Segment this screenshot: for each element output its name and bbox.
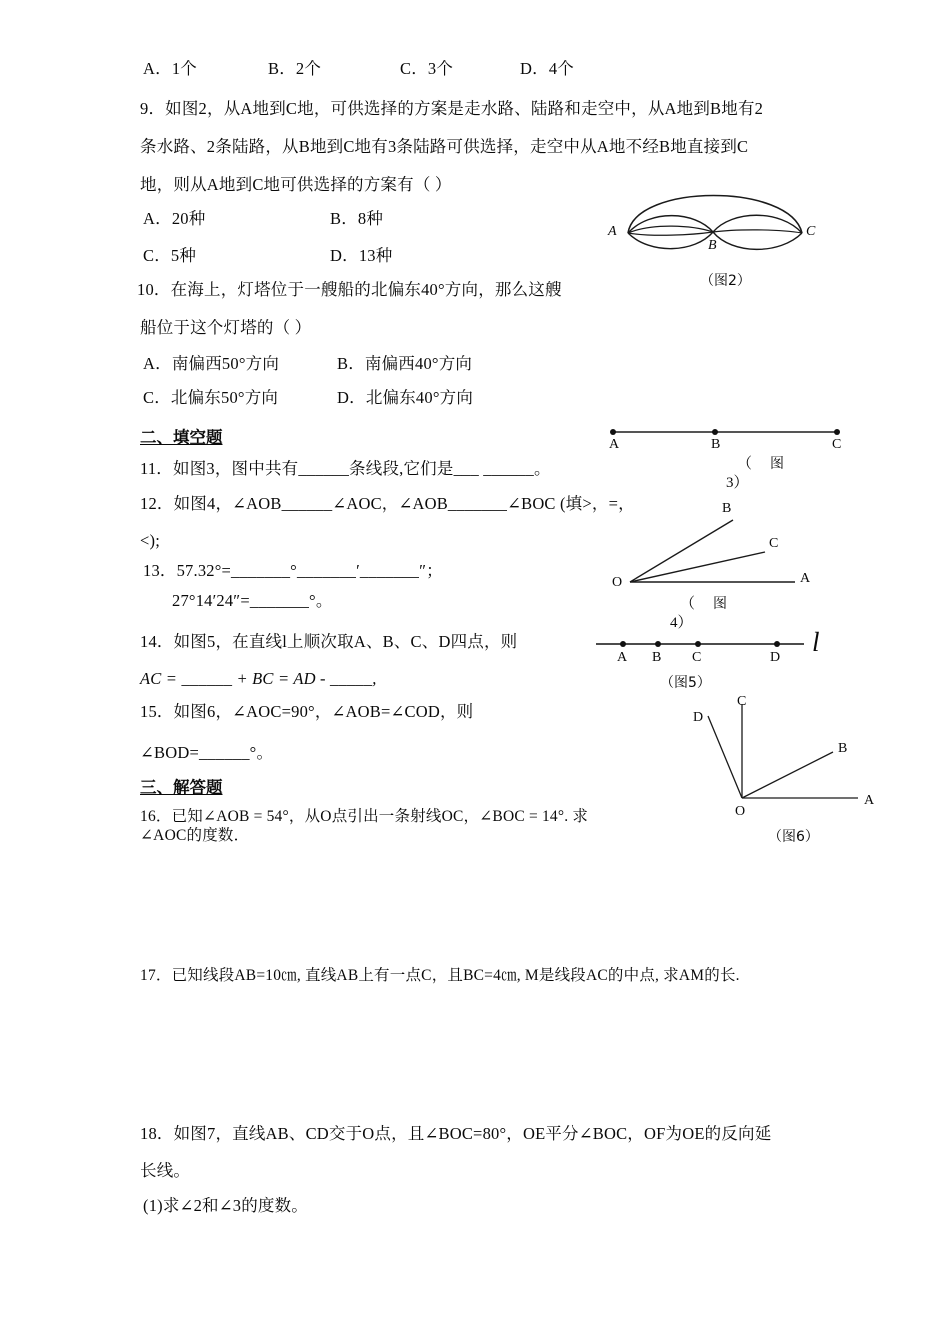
figure-4-caption-num: 4 bbox=[670, 615, 678, 631]
figure-6-caption bbox=[768, 826, 819, 846]
section-3-title: 三、解答题 bbox=[140, 778, 223, 797]
q17-text: 17．已知线段AB=10㎝, 直线AB上有一点C，且BC=4㎝, M是线段AC的中点, 求AM的长. bbox=[140, 967, 740, 984]
q8-option-d: D．4个 bbox=[520, 59, 574, 78]
figure-6-label-B: B bbox=[838, 741, 848, 756]
q9-option-a: A．20种 bbox=[143, 209, 206, 228]
q8-option-a: A．1个 bbox=[143, 59, 197, 78]
figure-2-caption-text: （图2） bbox=[700, 273, 751, 289]
figure-3-label-B: B bbox=[711, 437, 721, 452]
q9-option-c: C．5种 bbox=[143, 246, 197, 265]
figure-6-label-C: C bbox=[737, 694, 747, 709]
q13-line-2: 27°14′24″=_______°。 bbox=[172, 591, 333, 610]
section-2-title: 二、填空题 bbox=[140, 428, 223, 447]
q10-option-c: C．北偏东50°方向 bbox=[143, 388, 279, 407]
figure-2-caption bbox=[700, 270, 751, 290]
figure-3-caption-paren: （ bbox=[737, 456, 753, 472]
q15-line-2: ∠BOD=______°。 bbox=[140, 743, 274, 762]
figure-3-caption-close: ） bbox=[733, 475, 749, 491]
figure-4-caption-close: ） bbox=[677, 615, 693, 631]
figure-6-label-A: A bbox=[864, 793, 875, 808]
q14-line-2: AC = ______ + BC = AD - _____, bbox=[140, 669, 377, 688]
figure-4-label-A: A bbox=[800, 571, 811, 586]
q9-line-3: 地，则从A地到C地可供选择的方案有（ ） bbox=[140, 175, 452, 194]
q10-option-a: A．南偏西50°方向 bbox=[143, 354, 280, 373]
figure-5-caption-text: （图5） bbox=[660, 675, 711, 691]
figure-2-label-A: A bbox=[608, 224, 617, 239]
q9-option-b: B．8种 bbox=[330, 209, 384, 228]
q18-line-3: (1)求∠2和∠3的度数。 bbox=[143, 1196, 308, 1215]
figure-4-label-C: C bbox=[769, 536, 779, 551]
figure-4-caption-paren: （ bbox=[680, 596, 696, 612]
figure-3-caption-han: 图 bbox=[770, 456, 785, 472]
q9-line-2: 条水路、2条陆路，从B地到C地有3条陆路可供选择，走空中从A地不经B地直接到C bbox=[140, 137, 749, 156]
figure-4-caption-line1 bbox=[680, 592, 727, 613]
figure-2-label-C: C bbox=[806, 224, 816, 239]
figure-4-angle bbox=[615, 512, 805, 592]
q13-line-1: 13．57.32°=_______°_______′_______″； bbox=[143, 561, 443, 580]
figure-5-label-D: D bbox=[770, 650, 781, 665]
q12-line-2: <); bbox=[140, 531, 160, 550]
figure-5-label-l: l bbox=[812, 627, 820, 657]
figure-3-caption-line2 bbox=[726, 471, 749, 492]
q16-line-1: 16．已知∠AOB = 54°，从O点引出一条射线OC，∠BOC = 14°. 求 bbox=[140, 808, 589, 825]
q9-option-d: D．13种 bbox=[330, 246, 393, 265]
figure-6-label-D: D bbox=[693, 710, 704, 725]
q14-line-1: 14．如图5，在直线l上顺次取A、B、C、D四点，则 bbox=[140, 632, 518, 651]
figure-5-label-B: B bbox=[652, 650, 662, 665]
figure-6-label-O: O bbox=[735, 804, 746, 819]
q8-option-b: B．2个 bbox=[268, 59, 322, 78]
q10-line-1: 10．在海上，灯塔位于一艘船的北偏东40°方向，那么这艘 bbox=[137, 280, 562, 299]
figure-6-caption-text: （图6） bbox=[768, 829, 819, 845]
figure-4-caption-line2 bbox=[670, 611, 693, 632]
q12-line-1: 12．如图4，∠AOB______∠AOC，∠AOB_______∠BOC (填>，=， bbox=[140, 494, 635, 513]
figure-5-label-A: A bbox=[617, 650, 628, 665]
figure-3-segment bbox=[605, 424, 845, 444]
figure-5-label-C: C bbox=[692, 650, 702, 665]
figure-2-label-B: B bbox=[708, 238, 717, 253]
q9-line-1: 9．如图2，从A地到C地，可供选择的方案是走水路、陆路和走空中，从A地到B地有2 bbox=[140, 99, 764, 118]
q10-option-d: D．北偏东40°方向 bbox=[337, 388, 474, 407]
q15-line-1: 15．如图6，∠AOC=90°，∠AOB=∠COD，则 bbox=[140, 702, 474, 721]
q16-line-2: ∠AOC的度数． bbox=[140, 827, 250, 844]
figure-3-label-C: C bbox=[832, 437, 842, 452]
figure-4-label-O: O bbox=[612, 575, 623, 590]
figure-4-label-B: B bbox=[722, 501, 732, 516]
figure-5-caption bbox=[660, 672, 711, 692]
figure-3-label-A: A bbox=[609, 437, 620, 452]
q18-line-1: 18．如图7，直线AB、CD交于O点，且∠BOC=80°，OE平分∠BOC，OF为OE的反向延 bbox=[140, 1124, 772, 1143]
q11-text: 11．如图3，图中共有______条线段,它们是___ ______。 bbox=[140, 459, 551, 478]
q8-option-c: C．3个 bbox=[400, 59, 454, 78]
q10-line-2: 船位于这个灯塔的（ ） bbox=[140, 318, 312, 337]
q18-line-2: 长线。 bbox=[140, 1161, 191, 1180]
q10-option-b: B．南偏西40°方向 bbox=[337, 354, 473, 373]
figure-3-caption-line1 bbox=[737, 452, 784, 473]
figure-4-caption-han: 图 bbox=[713, 596, 728, 612]
figure-3-caption-num: 3 bbox=[726, 475, 734, 491]
